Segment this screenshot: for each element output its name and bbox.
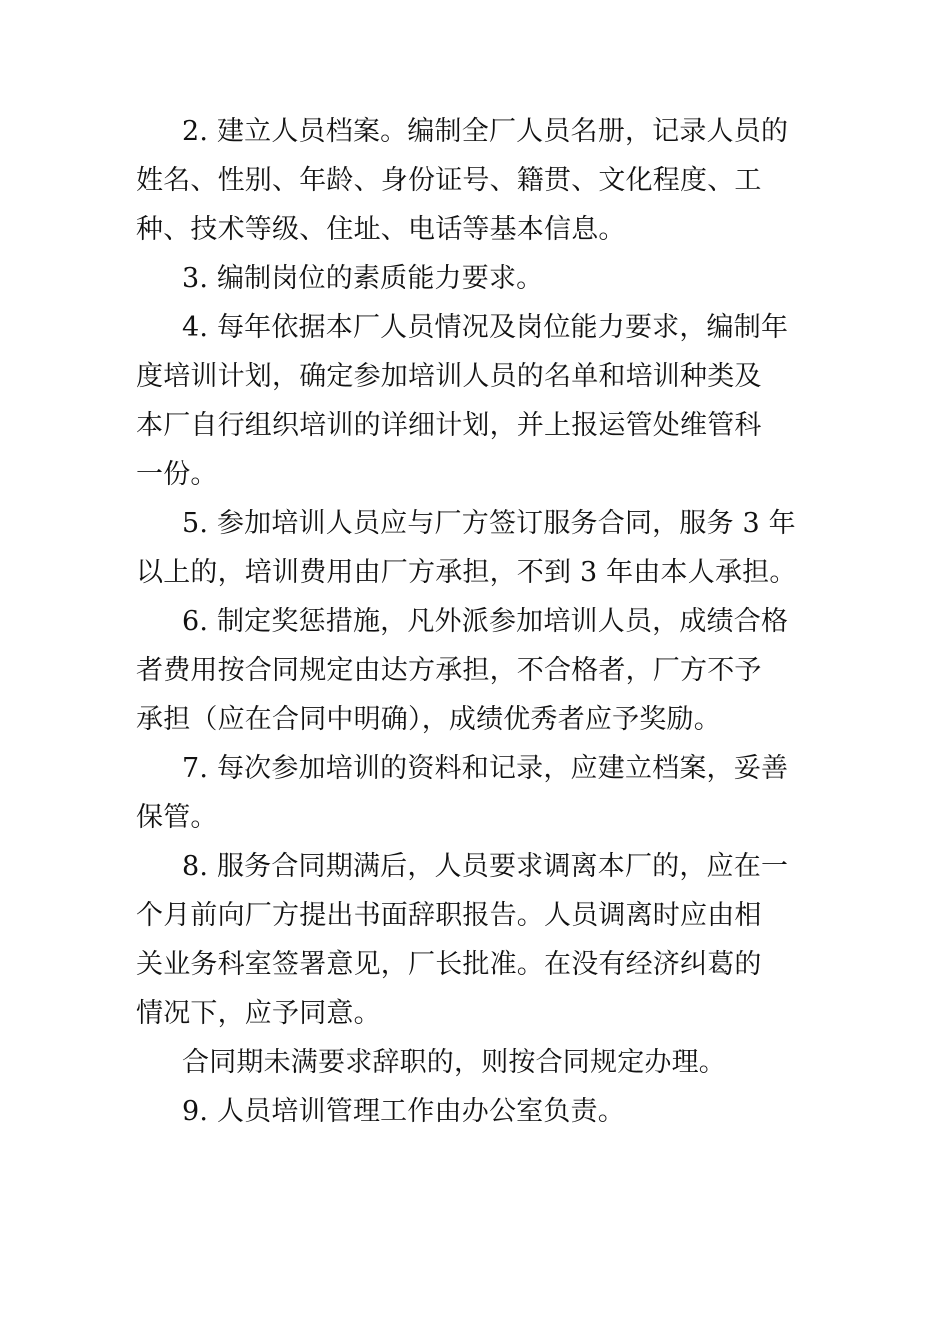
paragraph-item-9 xyxy=(136,1087,826,1136)
text-line: 6. 制定奖惩措施，凡外派参加培训人员，成绩合格 xyxy=(182,606,789,637)
document-body xyxy=(136,107,826,1136)
text-line: 保管。 xyxy=(136,802,218,833)
text-line: 度培训计划，确定参加培训人员的名单和培训种类及 xyxy=(136,361,762,392)
paragraph-item-6 xyxy=(136,597,826,744)
text-line: 合同期未满要求辞职的，则按合同规定办理。 xyxy=(182,1047,726,1078)
text-line: 者费用按合同规定由达方承担，不合格者，厂方不予 xyxy=(136,655,762,686)
paragraph-item-2 xyxy=(136,107,826,254)
text-line: 2. 建立人员档案。编制全厂人员名册，记录人员的 xyxy=(182,116,789,147)
paragraph-item-7 xyxy=(136,744,826,842)
text-line: 姓名、性别、年龄、身份证号、籍贯、文化程度、工 xyxy=(136,165,762,196)
text-line: 一份。 xyxy=(136,459,218,490)
text-line: 9. 人员培训管理工作由办公室负责。 xyxy=(182,1096,625,1127)
text-line: 8. 服务合同期满后，人员要求调离本厂的，应在一 xyxy=(182,851,789,882)
text-line: 本厂自行组织培训的详细计划，并上报运管处维管科 xyxy=(136,410,762,441)
text-line: 4. 每年依据本厂人员情况及岗位能力要求，编制年 xyxy=(182,312,789,343)
paragraph-item-3 xyxy=(136,254,826,303)
text-line: 7. 每次参加培训的资料和记录，应建立档案，妥善 xyxy=(182,753,789,784)
text-line: 5. 参加培训人员应与厂方签订服务合同，服务 3 年 xyxy=(182,508,796,539)
paragraph-item-8 xyxy=(136,842,826,1038)
paragraph-contract-note xyxy=(136,1038,826,1087)
paragraph-item-4 xyxy=(136,303,826,499)
paragraph-item-5 xyxy=(136,499,826,597)
text-line: 3. 编制岗位的素质能力要求。 xyxy=(182,263,544,294)
text-line: 情况下，应予同意。 xyxy=(136,998,381,1029)
text-line: 个月前向厂方提出书面辞职报告。人员调离时应由相 xyxy=(136,900,762,931)
text-line: 关业务科室签署意见，厂长批准。在没有经济纠葛的 xyxy=(136,949,762,980)
text-line: 以上的，培训费用由厂方承担，不到 3 年由本人承担。 xyxy=(136,557,797,588)
text-line: 种、技术等级、住址、电话等基本信息。 xyxy=(136,214,626,245)
text-line: 承担（应在合同中明确），成绩优秀者应予奖励。 xyxy=(136,704,721,735)
